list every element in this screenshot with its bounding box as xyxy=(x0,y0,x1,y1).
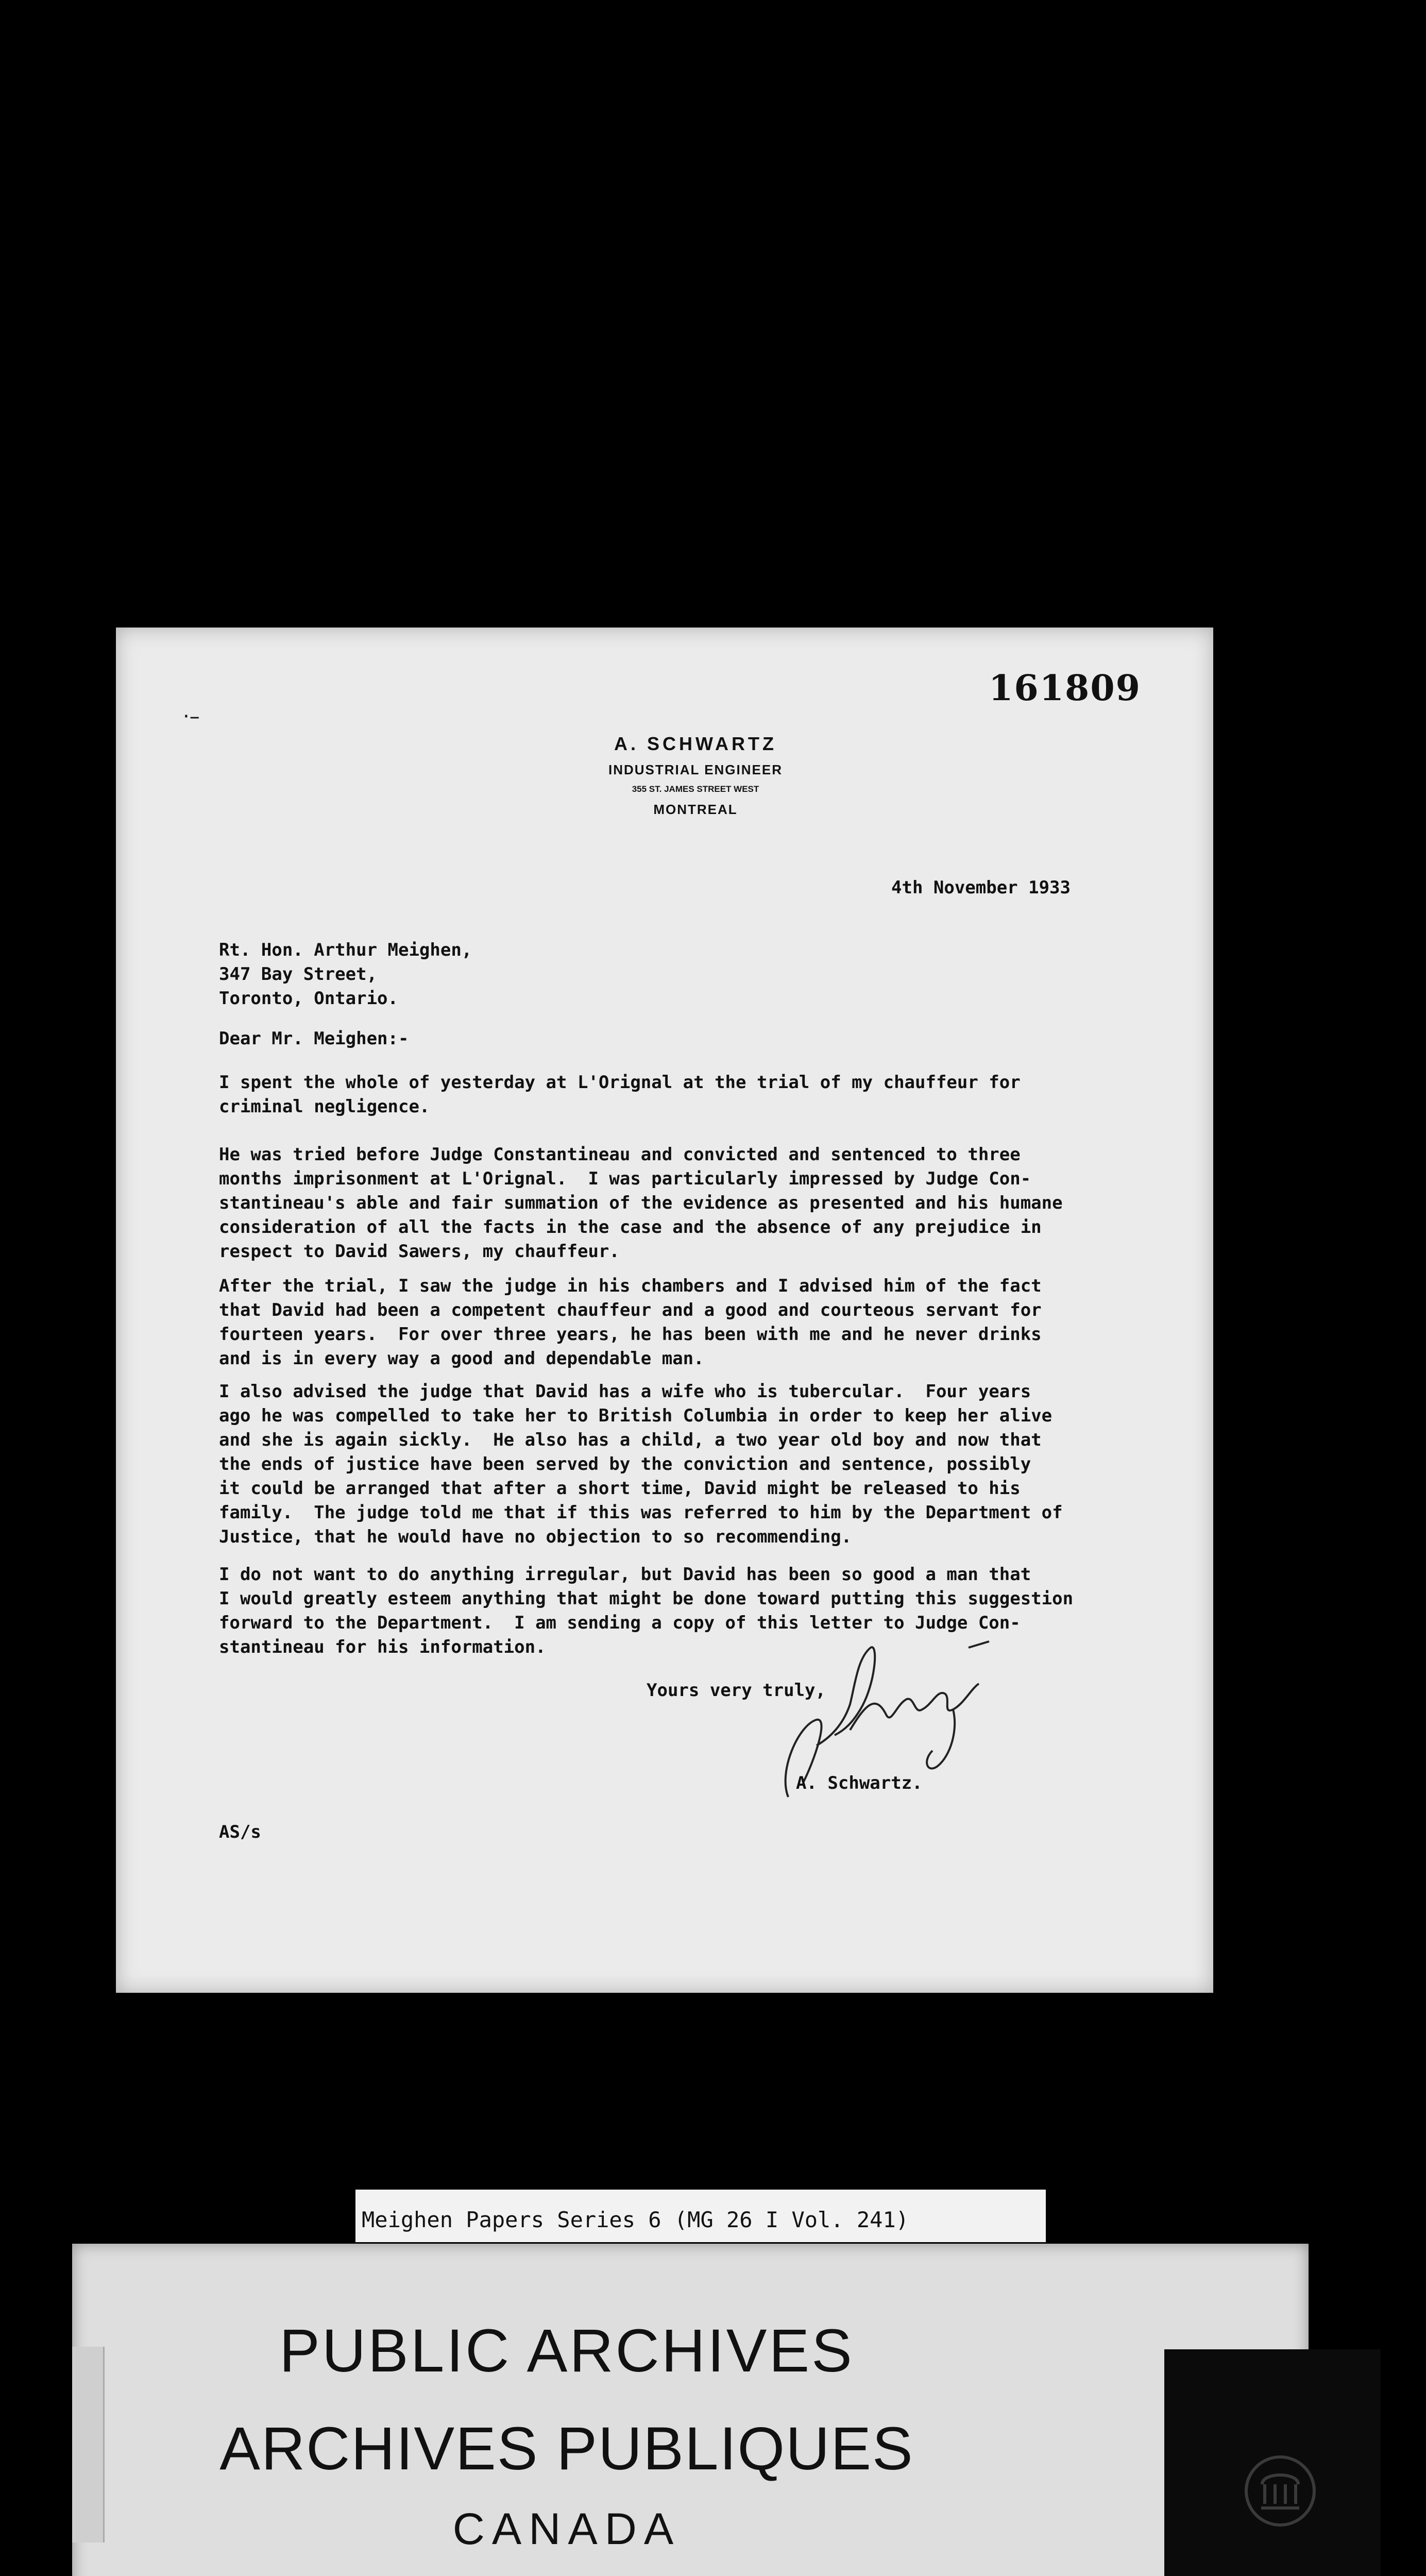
paragraph-line: and she is again sickly. He also has a child, a two year old boy and now that xyxy=(219,1430,1042,1450)
paragraph-line: family. The judge told me that if this was referred to him by the Department of xyxy=(219,1502,1063,1523)
letterhead-address: 355 ST. JAMES STREET WEST xyxy=(632,784,759,794)
paragraph-line: forward to the Department. I am sending a copy of this letter to Judge Con- xyxy=(219,1613,1021,1633)
paragraph-line: Justice, that he would have no objection to so recommending. xyxy=(219,1527,852,1547)
recipient-line: Rt. Hon. Arthur Meighen, xyxy=(219,940,472,960)
reference-text: Meighen Papers Series 6 (MG 26 I Vol. 241) xyxy=(362,2207,909,2232)
paragraph-line: months imprisonment at L'Orignal. I was particularly impressed by Judge Con- xyxy=(219,1168,1031,1189)
paragraph-line: stantineau's able and fair summation of the evidence as presented and his humane xyxy=(219,1193,1063,1213)
archive-line-country: CANADA xyxy=(452,2504,681,2554)
paragraph-1 xyxy=(219,1071,1021,1119)
archive-line-english: PUBLIC ARCHIVES xyxy=(279,2317,854,2385)
paragraph-line: I do not want to do anything irregular, but David has been so good a man that xyxy=(219,1564,1031,1585)
closing: Yours very truly, xyxy=(647,1680,826,1701)
letter-page xyxy=(116,628,1213,1993)
letterhead-title: INDUSTRIAL ENGINEER xyxy=(608,762,783,777)
document-number: 161809 xyxy=(989,668,1141,709)
salutation: Dear Mr. Meighen:- xyxy=(219,1028,409,1049)
paragraph-line: After the trial, I saw the judge in his chambers and I advised him of the fact xyxy=(219,1276,1042,1296)
seal-panel xyxy=(1164,2349,1381,2576)
paragraph-line: I spent the whole of yesterday at L'Orignal at the trial of my chauffeur for xyxy=(219,1072,1021,1093)
signer-name: A. Schwartz. xyxy=(796,1773,923,1793)
paragraph-line: I also advised the judge that David has a wife who is tubercular. Four years xyxy=(219,1381,1031,1402)
paragraph-2 xyxy=(219,1143,1063,1264)
paragraph-line: that David had been a competent chauffeur and a good and courteous servant for xyxy=(219,1300,1042,1320)
recipient-address xyxy=(219,938,472,1011)
paragraph-line: it could be arranged that after a short time, David might be released to his xyxy=(219,1478,1021,1499)
paragraph-line: stantineau for his information. xyxy=(219,1637,546,1657)
recipient-line: 347 Bay Street, xyxy=(219,964,378,985)
letterhead xyxy=(147,733,1244,818)
letterhead-city: MONTREAL xyxy=(653,802,738,817)
paragraph-line: fourteen years. For over three years, he has been with me and he never drinks xyxy=(219,1324,1042,1345)
paragraph-3 xyxy=(219,1274,1042,1371)
archives-seal-icon xyxy=(1242,2452,1319,2530)
recipient-line: Toronto, Ontario. xyxy=(219,988,398,1009)
corner-mark: ·– xyxy=(183,705,200,728)
archive-line-french: ARCHIVES PUBLIQUES xyxy=(219,2415,914,2483)
reference-label xyxy=(355,2190,1046,2242)
paragraph-line: the ends of justice have been served by the conviction and sentence, possibly xyxy=(219,1454,1031,1475)
paragraph-4 xyxy=(219,1380,1063,1549)
paragraph-line: consideration of all the facts in the case and the absence of any prejudice in xyxy=(219,1217,1042,1238)
typist-initials: AS/s xyxy=(219,1822,261,1842)
archive-card xyxy=(72,2244,1309,2576)
paragraph-line: I would greatly esteem anything that might be done toward putting this suggestion xyxy=(219,1588,1074,1609)
paragraph-line: criminal negligence. xyxy=(219,1096,430,1117)
paragraph-line: respect to David Sawers, my chauffeur. xyxy=(219,1241,620,1262)
letterhead-name: A. SCHWARTZ xyxy=(614,733,777,754)
paragraph-line: ago he was compelled to take her to British Columbia in order to keep her alive xyxy=(219,1405,1052,1426)
letter-date: 4th November 1933 xyxy=(891,877,1071,898)
paragraph-line: and is in every way a good and dependable man. xyxy=(219,1348,704,1369)
paragraph-line: He was tried before Judge Constantineau and convicted and sentenced to three xyxy=(219,1144,1021,1165)
